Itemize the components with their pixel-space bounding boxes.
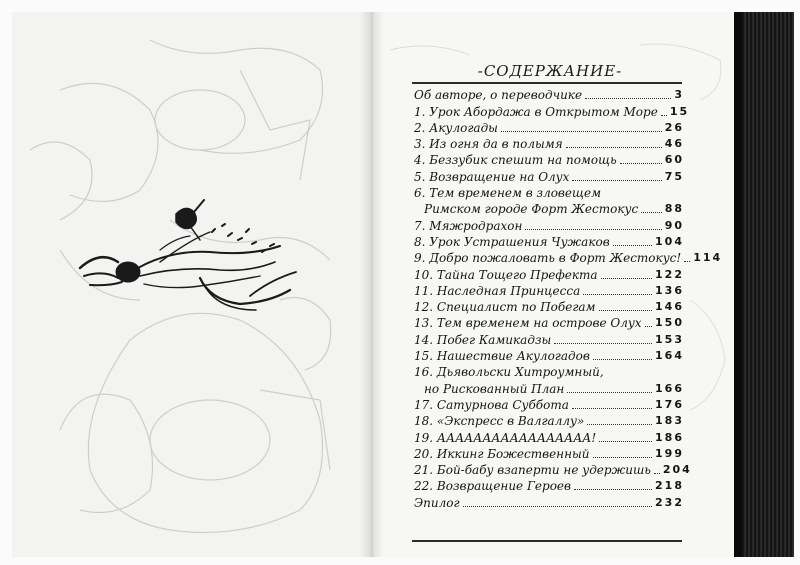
toc-entry-title: 18. «Экспресс в Валгаллу» [414, 414, 585, 429]
toc-entry-page: 26 [664, 120, 684, 134]
leader-dots [645, 326, 652, 327]
toc-entry-title: Эпилог [414, 495, 460, 510]
toc-entry-continuation [414, 379, 684, 395]
toc-entry-title: 13. Тем временем на острове Олух [414, 316, 642, 331]
leader-dots [554, 343, 652, 344]
toc-entry [414, 249, 723, 266]
toc-entry [414, 330, 684, 346]
toc-entry-title: 22. Возвращение Героев [414, 479, 572, 494]
toc-top-rule [412, 82, 682, 84]
toc-entry-page: 153 [655, 332, 684, 346]
toc-bottom-rule [412, 540, 682, 542]
toc-entry [414, 282, 684, 298]
toc-entry-page: 46 [664, 137, 684, 151]
toc-entry [414, 135, 684, 151]
toc-entry-title: 2. Акулогады [414, 120, 498, 135]
toc-entry [414, 86, 684, 102]
leader-dots [501, 131, 662, 132]
toc-entry-title: 16. Дьявольски Хитроумный, [414, 365, 604, 380]
leader-dots [567, 392, 652, 393]
toc-entry-page: 150 [655, 316, 684, 330]
toc-entry-title: 3. Из огня да в полымя [414, 137, 563, 152]
toc-entry-title: 5. Возвращение на Олух [414, 169, 570, 184]
toc-entry-title: 9. Добро пожаловать в Форт Жестокус! [414, 251, 682, 266]
toc-entry-title: 1. Урок Абордажа в Открытом Море [414, 104, 658, 119]
toc-entry-page: 176 [655, 397, 684, 411]
toc-entry-title: 15. Нашествие Акулогадов [414, 349, 590, 364]
leader-dots [585, 98, 671, 99]
toc-entry-title: 14. Побег Камикадзы [414, 332, 552, 347]
leader-dots [593, 359, 652, 360]
toc-entry-page: 15 [669, 104, 690, 118]
table-of-contents [414, 86, 723, 510]
toc-entry [414, 412, 684, 428]
toc-entry [414, 477, 684, 493]
toc-entry [414, 184, 684, 200]
leader-dots [654, 473, 660, 474]
toc-entry-title: Об авторе, о переводчике [414, 88, 583, 103]
toc-entry [414, 363, 684, 379]
toc-heading: -СОДЕРЖАНИЕ- [477, 62, 623, 80]
toc-entry-page: 146 [655, 300, 684, 314]
toc-entry-page: 104 [655, 234, 684, 248]
toc-entry-page: 88 [664, 202, 684, 216]
leader-dots [599, 310, 653, 311]
toc-entry-page: 232 [655, 495, 684, 509]
leader-dots [463, 506, 652, 507]
leader-dots [620, 163, 662, 164]
leader-dots [572, 408, 652, 409]
leader-dots [525, 229, 661, 230]
toc-entry-title: 20. Иккинг Божественный [414, 446, 590, 461]
toc-entry-title: но Рискованный План [424, 381, 565, 396]
toc-entry-page: 199 [655, 446, 684, 460]
toc-entry-title: 10. Тайна Тощего Префекта [414, 267, 598, 282]
leader-dots [572, 180, 661, 181]
toc-entry-continuation [414, 200, 684, 216]
toc-entry-page: 60 [664, 153, 684, 167]
toc-entry-title: 12. Специалист по Побегам [414, 300, 596, 315]
toc-entry-page: 3 [674, 88, 684, 102]
flying-creature-drawing [80, 200, 296, 310]
toc-entry-title: 8. Урок Устрашения Чужаков [414, 234, 610, 249]
leader-dots [661, 115, 667, 116]
toc-entry-title: Римском городе Форт Жестокус [424, 202, 639, 217]
toc-entry [414, 102, 690, 119]
leader-dots [601, 278, 652, 279]
toc-entry [414, 314, 684, 330]
toc-entry [414, 265, 684, 281]
toc-entry-page: 136 [655, 283, 684, 297]
toc-entry-title: 7. Мяжродрахон [414, 218, 523, 233]
toc-entry [414, 167, 684, 183]
toc-entry [414, 445, 684, 461]
toc-entry-title: 11. Наследная Принцесса [414, 283, 581, 298]
toc-entry-page: 75 [664, 169, 684, 183]
leader-dots [599, 441, 652, 442]
toc-entry-page: 164 [655, 349, 684, 363]
toc-entry-page: 186 [655, 430, 684, 444]
toc-entry [414, 298, 684, 314]
toc-entry [414, 428, 684, 444]
toc-entry-title: 4. Беззубик спешит на помощь [414, 153, 617, 168]
toc-entry [414, 347, 684, 363]
toc-entry-page: 166 [655, 381, 684, 395]
leader-dots [593, 457, 653, 458]
toc-entry-title: 21. Бой-бабу взаперти не удержишь [414, 463, 651, 478]
leader-dots [587, 424, 652, 425]
leader-dots [613, 245, 652, 246]
toc-entry [414, 396, 684, 412]
toc-entry [414, 233, 684, 249]
toc-entry-page: 122 [655, 267, 684, 281]
toc-entry [414, 461, 692, 478]
leader-dots [684, 261, 690, 262]
toc-entry-title: 6. Тем временем в зловещем [414, 186, 602, 201]
leader-dots [641, 212, 662, 213]
toc-entry [414, 119, 684, 135]
toc-entry [414, 493, 684, 509]
toc-entry [414, 216, 684, 232]
leader-dots [583, 294, 652, 295]
toc-entry-page: 204 [662, 463, 692, 477]
toc-entry-page: 218 [655, 479, 684, 493]
leader-dots [574, 489, 652, 490]
toc-entry-title: 19. ААААААААААААААААА! [414, 430, 597, 445]
toc-entry [414, 151, 684, 167]
toc-entry-page: 114 [693, 251, 723, 265]
leader-dots [566, 147, 662, 148]
toc-entry-page: 90 [664, 218, 684, 232]
toc-entry-page: 183 [655, 414, 684, 428]
toc-entry-title: 17. Сатурнова Суббота [414, 397, 569, 412]
